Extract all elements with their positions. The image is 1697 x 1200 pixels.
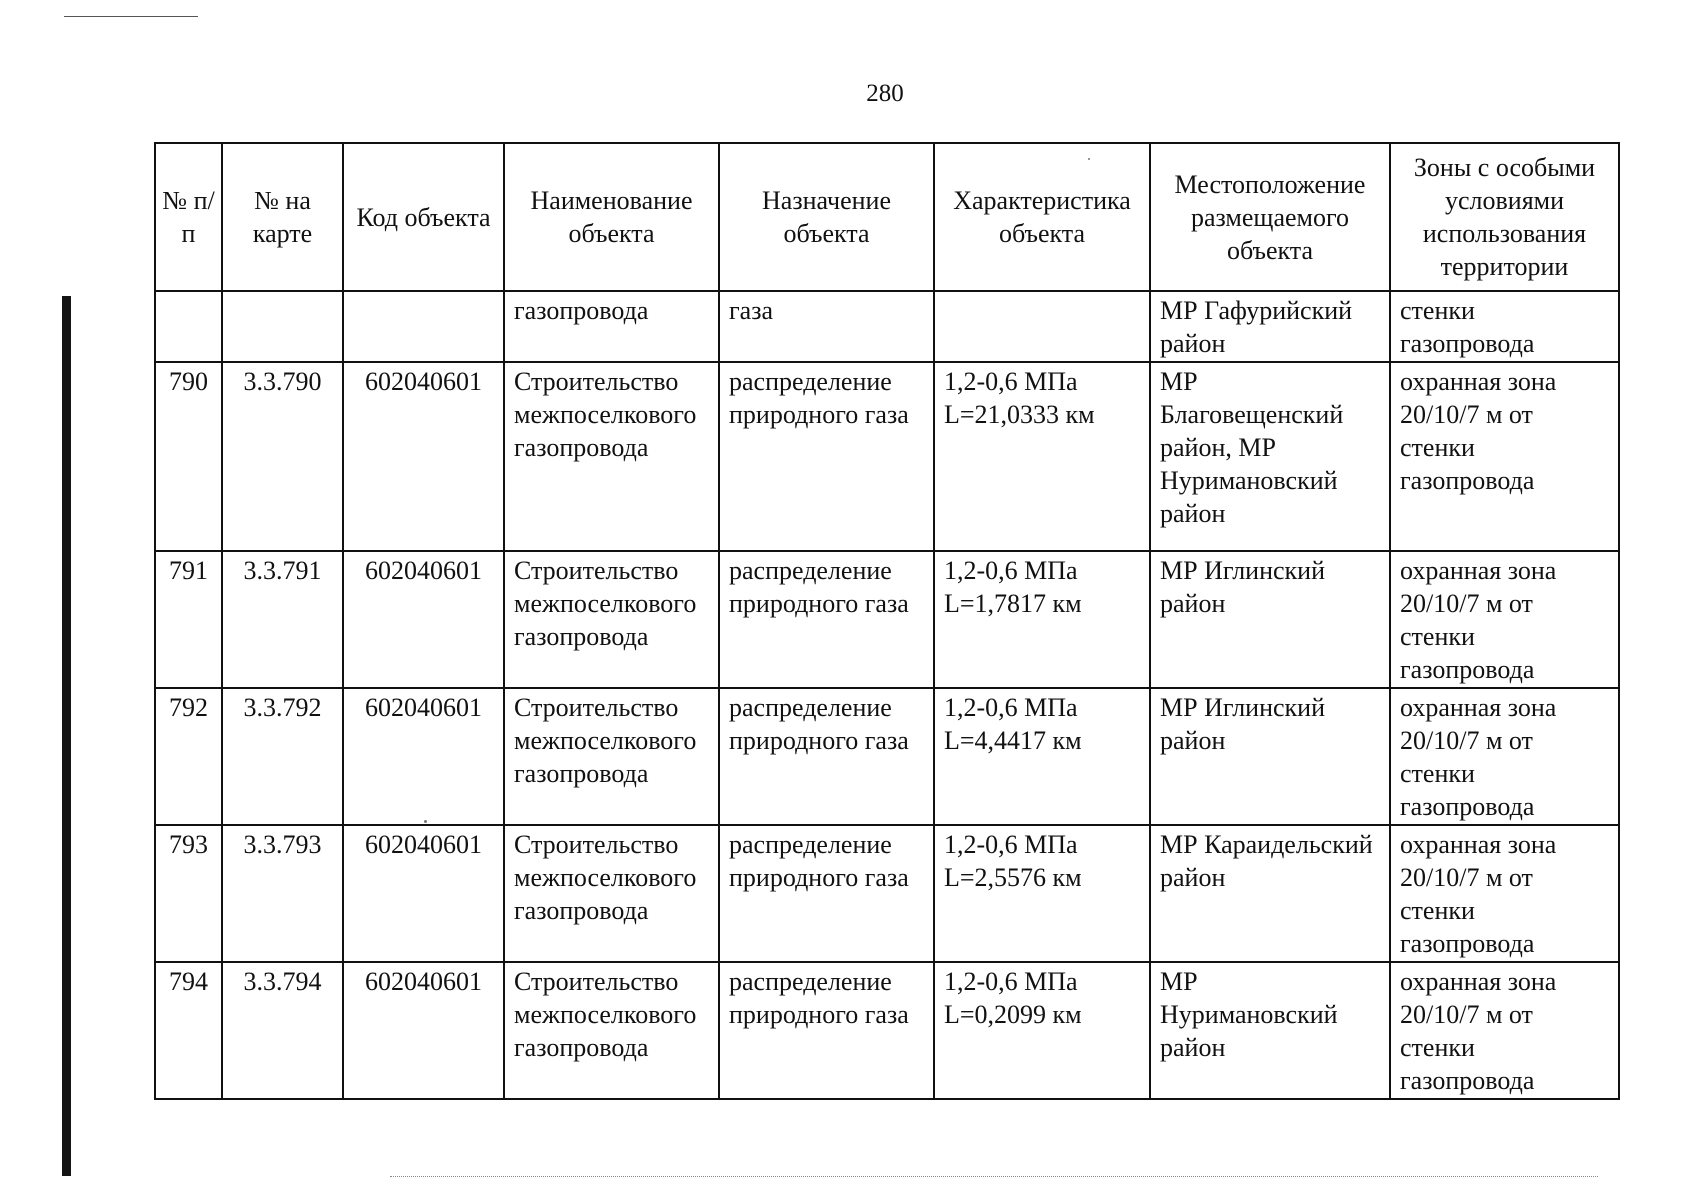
cell-special-zones: охранная зона 20/10/7 м от стенки газопровода: [1390, 688, 1619, 825]
cell-map-number: [222, 291, 343, 362]
pressure-value: 1,2-0,6 МПа: [944, 830, 1078, 859]
cell-object-characteristics: [934, 362, 1150, 551]
pressure-value: 1,2-0,6 МПа: [944, 967, 1078, 996]
cell-special-zones: охранная зона 20/10/7 м от стенки газопровода: [1390, 551, 1619, 688]
cell-special-zones: охранная зона 20/10/7 м от стенки газопровода: [1390, 362, 1619, 551]
cell-num: 790: [155, 362, 222, 551]
table-row: [155, 688, 1619, 825]
cell-object-code: 602040601: [343, 551, 504, 688]
cell-object-characteristics: [934, 688, 1150, 825]
cell-map-number: 3.3.791: [222, 551, 343, 688]
cell-object-name: Строительство межпоселкового газопровода: [504, 362, 719, 551]
cell-object-characteristics: [934, 551, 1150, 688]
cell-object-characteristics: [934, 962, 1150, 1099]
top-rule: [64, 16, 198, 17]
scan-margin-bar: [62, 296, 71, 1176]
cell-object-characteristics: [934, 825, 1150, 962]
cell-object-location: МР Нуримановский район: [1150, 962, 1390, 1099]
cell-map-number: 3.3.792: [222, 688, 343, 825]
bottom-rule: [390, 1176, 1598, 1177]
cell-object-location: МР Иглинский район: [1150, 688, 1390, 825]
table-row: [155, 962, 1619, 1099]
length-value: L=1,7817 км: [944, 589, 1082, 618]
cell-map-number: 3.3.793: [222, 825, 343, 962]
cell-num: 793: [155, 825, 222, 962]
cell-object-name: Строительство межпоселкового газопровода: [504, 962, 719, 1099]
header-num: № п/п: [155, 143, 222, 291]
cell-object-code: [343, 291, 504, 362]
cell-object-name: Строительство межпоселкового газопровода: [504, 551, 719, 688]
header-map-number: № на карте: [222, 143, 343, 291]
cell-special-zones: охранная зона 20/10/7 м от стенки газопровода: [1390, 825, 1619, 962]
cell-num: 791: [155, 551, 222, 688]
cell-object-location: МР Караидельский район: [1150, 825, 1390, 962]
header-special-zones: Зоны с особыми условиями использования территории: [1390, 143, 1619, 291]
header-object-purpose: Назначение объекта: [719, 143, 934, 291]
cell-map-number: 3.3.790: [222, 362, 343, 551]
length-value: L=4,4417 км: [944, 726, 1082, 755]
cell-object-purpose: распределение природного газа: [719, 688, 934, 825]
continuation-row: [155, 291, 1619, 362]
cell-special-zones: охранная зона 20/10/7 м от стенки газопровода: [1390, 962, 1619, 1099]
cell-object-name: газопровода: [504, 291, 719, 362]
cell-object-characteristics: [934, 291, 1150, 362]
header-object-location: Местоположение размещаемого объекта: [1150, 143, 1390, 291]
pressure-value: 1,2-0,6 МПа: [944, 367, 1078, 396]
header-object-code: Код объекта: [343, 143, 504, 291]
objects-table: [154, 142, 1620, 1100]
cell-object-code: 602040601: [343, 825, 504, 962]
table-row: [155, 362, 1619, 551]
cell-object-code: 602040601: [343, 688, 504, 825]
cell-num: 792: [155, 688, 222, 825]
length-value: L=21,0333 км: [944, 400, 1095, 429]
cell-object-location: МР Иглинский район: [1150, 551, 1390, 688]
cell-object-location: МР Благовещенский район, МР Нуримановский район: [1150, 362, 1390, 551]
cell-object-name: Строительство межпоселкового газопровода: [504, 825, 719, 962]
cell-object-location: МР Гафурийский район: [1150, 291, 1390, 362]
cell-object-purpose: распределение природного газа: [719, 825, 934, 962]
cell-object-purpose: распределение природного газа: [719, 551, 934, 688]
cell-object-code: 602040601: [343, 362, 504, 551]
cell-num: 794: [155, 962, 222, 1099]
cell-special-zones: стенки газопровода: [1390, 291, 1619, 362]
length-value: L=0,2099 км: [944, 1000, 1082, 1029]
cell-object-purpose: распределение природного газа: [719, 362, 934, 551]
pressure-value: 1,2-0,6 МПа: [944, 693, 1078, 722]
cell-num: [155, 291, 222, 362]
table-row: [155, 551, 1619, 688]
cell-object-purpose: газа: [719, 291, 934, 362]
header-object-name: Наименование объекта: [504, 143, 719, 291]
table-header-row: [155, 143, 1619, 291]
cell-object-purpose: распределение природного газа: [719, 962, 934, 1099]
cell-map-number: 3.3.794: [222, 962, 343, 1099]
cell-object-name: Строительство межпоселкового газопровода: [504, 688, 719, 825]
page-number: 280: [866, 80, 904, 107]
pressure-value: 1,2-0,6 МПа: [944, 556, 1078, 585]
length-value: L=2,5576 км: [944, 863, 1082, 892]
table-row: [155, 825, 1619, 962]
header-object-characteristics: Характеристика объекта: [934, 143, 1150, 291]
cell-object-code: 602040601: [343, 962, 504, 1099]
